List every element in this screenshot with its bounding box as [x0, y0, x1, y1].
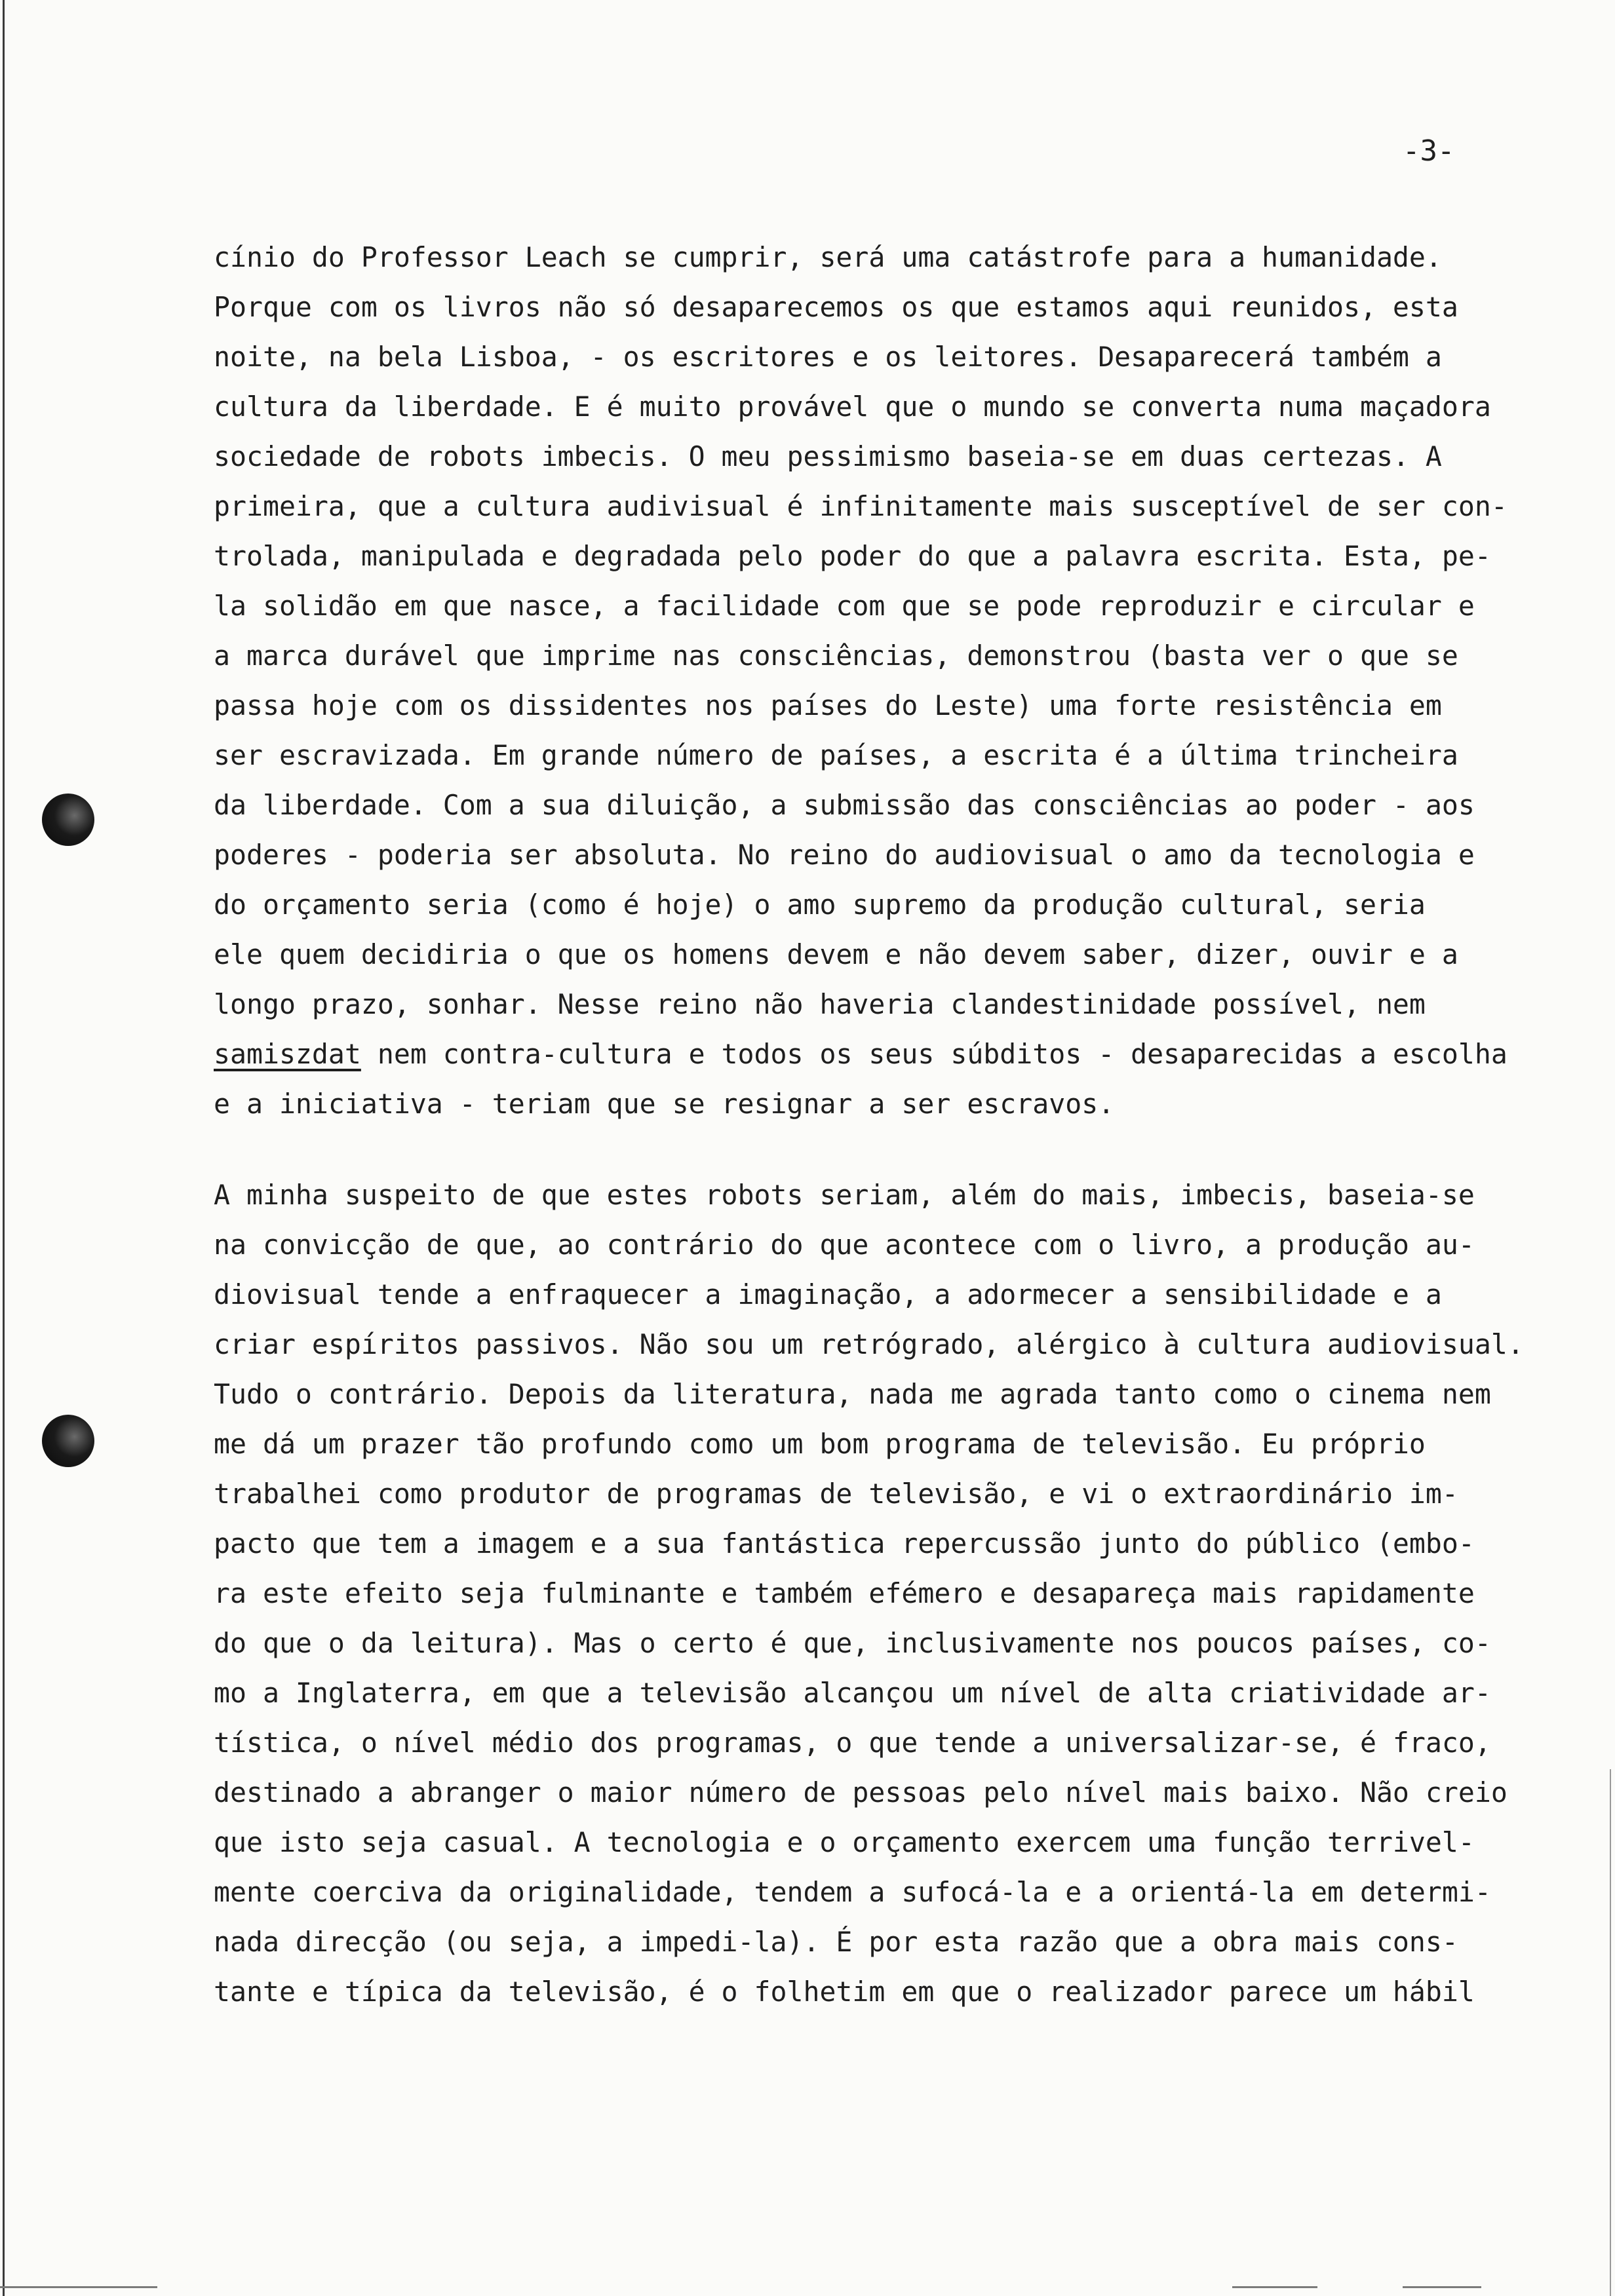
text-fragment: nem contra-cultura e todos os seus súbditos - desaparecidas a escolha	[360, 1038, 1508, 1070]
scan-speckle	[1403, 2286, 1481, 2288]
text-line: ra este efeito seja fulminante e também efémero e desapareça mais rapidamente	[214, 1577, 1475, 1609]
text-line: poderes - poderia ser absoluta. No reino do audiovisual o amo da tecnologia e	[214, 839, 1475, 871]
text-line: A minha suspeito de que estes robots seriam, além do mais, imbecis, baseia-se	[214, 1179, 1475, 1211]
text-line: primeira, que a cultura audivisual é infinitamente mais susceptível de ser con-	[214, 490, 1508, 522]
text-line: sociedade de robots imbecis. O meu pessimismo baseia-se em duas certezas. A	[214, 440, 1442, 472]
page-number: -3-	[1403, 134, 1455, 168]
text-line: mente coerciva da originalidade, tendem a sufocá-la e a orientá-la em determi-	[214, 1876, 1491, 1908]
text-line: do que o da leitura). Mas o certo é que, inclusivamente nos poucos países, co-	[214, 1627, 1491, 1659]
text-line: e a iniciativa - teriam que se resignar a ser escravos.	[214, 1088, 1115, 1120]
text-line: diovisual tende a enfraquecer a imaginação, a adormecer a sensibilidade e a	[214, 1278, 1442, 1311]
text-line: pacto que tem a imagem e a sua fantástica repercussão junto do público (embo-	[214, 1527, 1475, 1559]
text-line: trabalhei como produtor de programas de televisão, e vi o extraordinário im-	[214, 1478, 1458, 1510]
text-line: longo prazo, sonhar. Nesse reino não haveria clandestinidade possível, nem	[214, 988, 1426, 1020]
text-line: a marca durável que imprime nas consciências, demonstrou (basta ver o que se	[214, 640, 1458, 672]
underlined-word: samiszdat	[214, 1038, 361, 1070]
text-line: do orçamento seria (como é hoje) o amo supremo da produção cultural, seria	[214, 889, 1426, 921]
text-line: Porque com os livros não só desaparecemos os que estamos aqui reunidos, esta	[214, 291, 1458, 323]
text-line: ser escravizada. Em grande número de países, a escrita é a última trincheira	[214, 739, 1458, 771]
punch-hole-lower	[42, 1415, 94, 1467]
text-line: destinado a abranger o maior número de pessoas pelo nível mais baixo. Não creio	[214, 1776, 1508, 1808]
text-line: Tudo o contrário. Depois da literatura, nada me agrada tanto como o cinema nem	[214, 1378, 1491, 1410]
text-line: tante e típica da televisão, é o folhetim em que o realizador parece um hábil	[214, 1976, 1475, 2008]
page-left-edge	[3, 0, 5, 2296]
text-line: trolada, manipulada e degradada pelo poder do que a palavra escrita. Esta, pe-	[214, 540, 1491, 572]
text-line: tística, o nível médio dos programas, o que tende a universalizar-se, é fraco,	[214, 1727, 1491, 1759]
paragraph-2	[214, 1170, 1524, 2017]
scan-speckle	[0, 2286, 157, 2288]
scan-speckle	[1232, 2286, 1317, 2288]
punch-hole-upper	[42, 794, 94, 846]
text-line: da liberdade. Com a sua diluição, a submissão das consciências ao poder - aos	[214, 789, 1475, 821]
text-line: que isto seja casual. A tecnologia e o orçamento exercem uma função terrivel-	[214, 1826, 1475, 1858]
text-line: nada direcção (ou seja, a impedi-la). É por esta razão que a obra mais cons-	[214, 1926, 1458, 1958]
paragraph-1	[214, 233, 1508, 1129]
text-line: mo a Inglaterra, em que a televisão alcançou um nível de alta criatividade ar-	[214, 1677, 1491, 1709]
text-line: ele quem decidiria o que os homens devem e não devem saber, dizer, ouvir e a	[214, 938, 1458, 970]
text-line: la solidão em que nasce, a facilidade com que se pode reproduzir e circular e	[214, 590, 1475, 622]
text-line: me dá um prazer tão profundo como um bom programa de televisão. Eu próprio	[214, 1428, 1426, 1460]
text-line: cultura da liberdade. E é muito provável que o mundo se converta numa maçadora	[214, 391, 1491, 423]
text-line: cínio do Professor Leach se cumprir, será uma catástrofe para a humanidade.	[214, 241, 1442, 273]
page-right-edge	[1610, 1769, 1611, 2296]
text-line	[214, 1029, 1508, 1079]
text-line: noite, na bela Lisboa, - os escritores e os leitores. Desaparecerá também a	[214, 341, 1442, 373]
text-line: na convicção de que, ao contrário do que acontece com o livro, a produção au-	[214, 1229, 1475, 1261]
text-line: passa hoje com os dissidentes nos países do Leste) uma forte resistência em	[214, 689, 1442, 721]
text-line: criar espíritos passivos. Não sou um retrógrado, alérgico à cultura audiovisual.	[214, 1328, 1524, 1360]
